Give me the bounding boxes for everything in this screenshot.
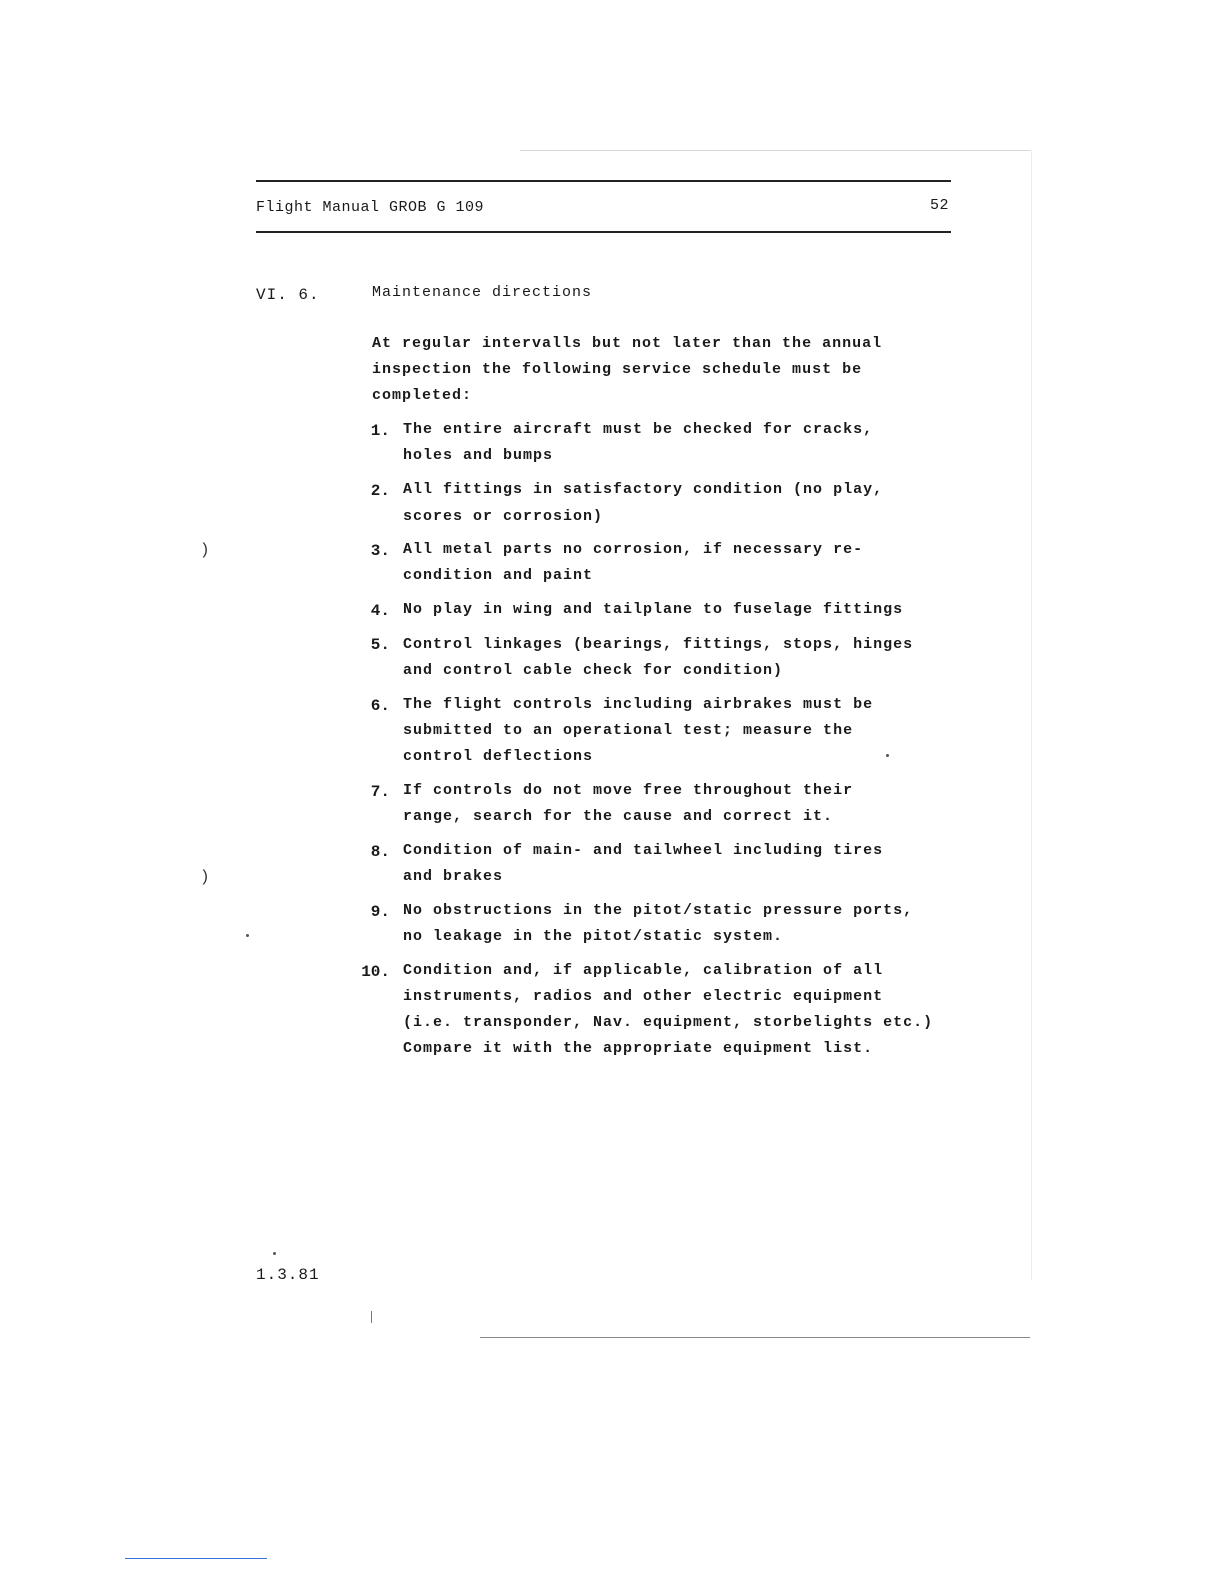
item-line: (i.e. transponder, Nav. equipment, storbelights etc.) <box>403 1014 934 1031</box>
item-line: Compare it with the appropriate equipment list. <box>403 1040 874 1057</box>
intro-line-2: inspection the following service schedule must be <box>372 361 863 378</box>
item-number: 4. <box>370 602 390 620</box>
item-number: 5. <box>370 636 390 654</box>
intro-line-3: completed: <box>372 387 473 404</box>
item-line: and brakes <box>403 868 504 885</box>
header-bottom-rule <box>256 231 951 233</box>
item-line: The flight controls including airbrakes must be <box>403 696 874 713</box>
item-line: control deflections <box>403 748 594 765</box>
item-line: If controls do not move free throughout their <box>403 782 854 799</box>
item-line: No play in wing and tailplane to fuselage fittings <box>403 601 904 618</box>
bottom-page-rule <box>480 1337 1030 1338</box>
item-line: scores or corrosion) <box>403 508 604 525</box>
scan-speck <box>246 934 249 937</box>
item-line: Condition and, if applicable, calibration of all <box>403 962 884 979</box>
intro-line-1: At regular intervalls but not later than the annual <box>372 335 883 352</box>
scan-edge-line <box>1031 150 1032 1280</box>
item-number: 1. <box>370 422 390 440</box>
item-line: range, search for the cause and correct it. <box>403 808 834 825</box>
item-line: Control linkages (bearings, fittings, stops, hinges <box>403 636 914 653</box>
item-line: holes and bumps <box>403 447 554 464</box>
item-number: 7. <box>370 783 390 801</box>
item-line: condition and paint <box>403 567 594 584</box>
header-title: Flight Manual GROB G 109 <box>256 199 485 216</box>
item-line: The entire aircraft must be checked for cracks, <box>403 421 874 438</box>
header-top-faint-rule <box>520 150 1030 151</box>
section-title: Maintenance directions <box>372 284 593 301</box>
scan-tick <box>371 1311 372 1323</box>
header-top-rule <box>256 180 951 182</box>
item-line: submitted to an operational test; measure the <box>403 722 854 739</box>
item-line: no leakage in the pitot/static system. <box>403 928 784 945</box>
item-number: 6. <box>370 697 390 715</box>
item-line: and control cable check for condition) <box>403 662 784 679</box>
scan-speck <box>273 1252 276 1255</box>
footnote-separator <box>125 1558 267 1559</box>
margin-mark: ) <box>200 541 210 559</box>
margin-mark: ) <box>200 868 210 886</box>
item-number: 10. <box>361 963 390 981</box>
footer-date: 1.3.81 <box>256 1266 320 1284</box>
header-page-number: 52 <box>930 197 950 214</box>
item-number: 2. <box>370 482 390 500</box>
item-number: 8. <box>370 843 390 861</box>
item-line: No obstructions in the pitot/static pressure ports, <box>403 902 914 919</box>
item-line: All metal parts no corrosion, if necessary re- <box>403 541 864 558</box>
item-number: 3. <box>370 542 390 560</box>
scan-speck <box>886 754 889 757</box>
section-number: VI. 6. <box>256 286 320 304</box>
item-line: All fittings in satisfactory condition (no play, <box>403 481 884 498</box>
item-line: instruments, radios and other electric equipment <box>403 988 884 1005</box>
item-number: 9. <box>370 903 390 921</box>
item-line: Condition of main- and tailwheel including tires <box>403 842 884 859</box>
